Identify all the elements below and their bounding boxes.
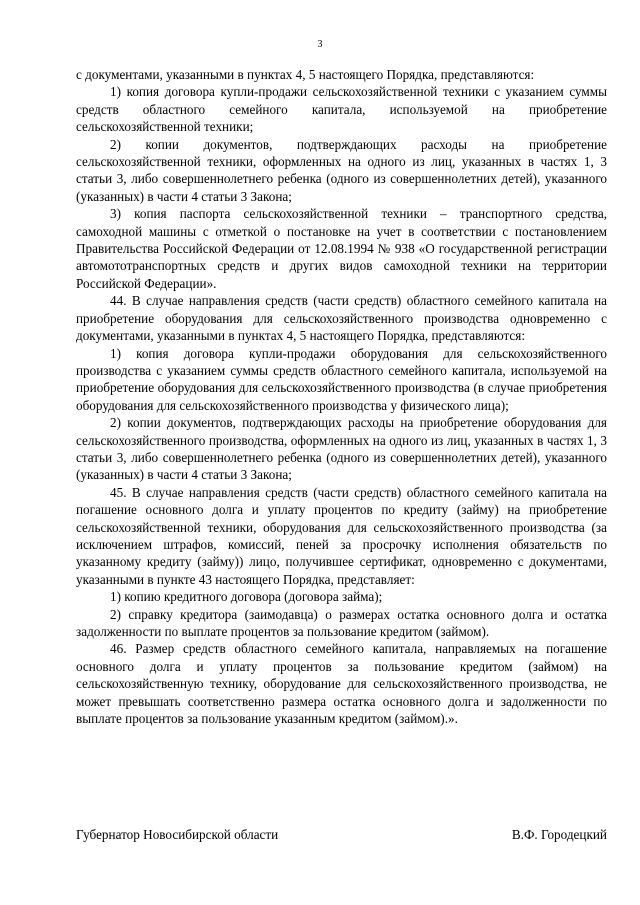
signature-block	[76, 826, 607, 843]
paragraph-44-item-1: 1) копия договора купли-продажи оборудования для сельскохозяйственного производства с указанием суммы средств областного семейного капитала, используемой на приобретение оборудования для сельскохозяйственного производства (в случае приобретения оборудования для сельскохозяйственного производства у физического лица);	[76, 345, 607, 413]
paragraph-continuation: с документами, указанными в пунктах 4, 5 настоящего Порядка, представляются:	[76, 67, 535, 82]
page-number: 3	[317, 39, 323, 50]
paragraph-43-item-3: 3) копия паспорта сельскохозяйственной техники – транспортного средства, самоходной машины с отметкой о постановке на учет в соответствии с постановлением Правительства Российской Федерации от 12.08.1994 № 938 «О государственной регистрации автомототранспортных средств и других видов самоходной техники на территории Российской Федерации».	[76, 206, 607, 291]
paragraph-43-item-1: 1) копия договора купли-продажи сельскохозяйственной техники с указанием суммы средств областного семейного капитала, используемой на приобретение сельскохозяйственной техники;	[76, 84, 607, 135]
signatory-name: В.Ф. Городецкий	[511, 827, 607, 842]
paragraph-43-item-2: 2) копии документов, подтверждающих расходы на приобретение сельскохозяйственной техники, оформленных на одного из лиц, указанных в частях 1, 3 статьи 3, либо совершеннолетнего ребенка (одного из совершеннолетних детей), указанного (указанных) в части 4 статьи 3 Закона;	[76, 136, 607, 204]
paragraph-45-item-2: 2) справку кредитора (заимодавца) о размерах остатка основного долга и остатка задолженности по выплате процентов за пользование кредитом (займом).	[76, 606, 607, 639]
paragraph-44: 44. В случае направления средств (части средств) областного семейного капитала на приобретение оборудования для сельскохозяйственного производства одновременно с документами, указанными в пунктах 4, 5 настоящего Порядка, представляются:	[76, 293, 607, 344]
paragraph-46: 46. Размер средств областного семейного капитала, направляемых на погашение основного долга и уплату процентов за пользование кредитом (займом) на сельскохозяйственную технику, оборудование для сельскохозяйственного производства, не может превышать соответственно размера остатка основного долга и задолженности по выплате процентов за пользование указанным кредитом (займом).».	[76, 641, 607, 727]
paragraph-44-item-2: 2) копии документов, подтверждающих расходы на приобретение оборудования для сельскохозяйственного производства, оформленных на одного из лиц, указанных в частях 1, 3 статьи 3, либо совершеннолетнего ребенка (одного из совершеннолетних детей), указанного (указанных) в части 4 статьи 3 Закона;	[76, 415, 607, 483]
signatory-position: Губернатор Новосибирской области	[76, 827, 279, 842]
paragraph-45-item-1: 1) копию кредитного договора (договора займа);	[110, 589, 383, 605]
paragraph-45: 45. В случае направления средств (части средств) областного семейного капитала на погашение основного долга и уплату процентов по кредиту (займу) на приобретение сельскохозяйственной техники, оборудования для сельскохозяйственного производства (за исключением штрафов, комиссий, пеней за просрочку исполнения обязательств по указанному кредиту (займу)) лицо, получившее сертификат, одновременно с документами, указанными в пункте 43 настоящего Порядка, представляет:	[76, 484, 607, 587]
document-body	[76, 66, 607, 727]
